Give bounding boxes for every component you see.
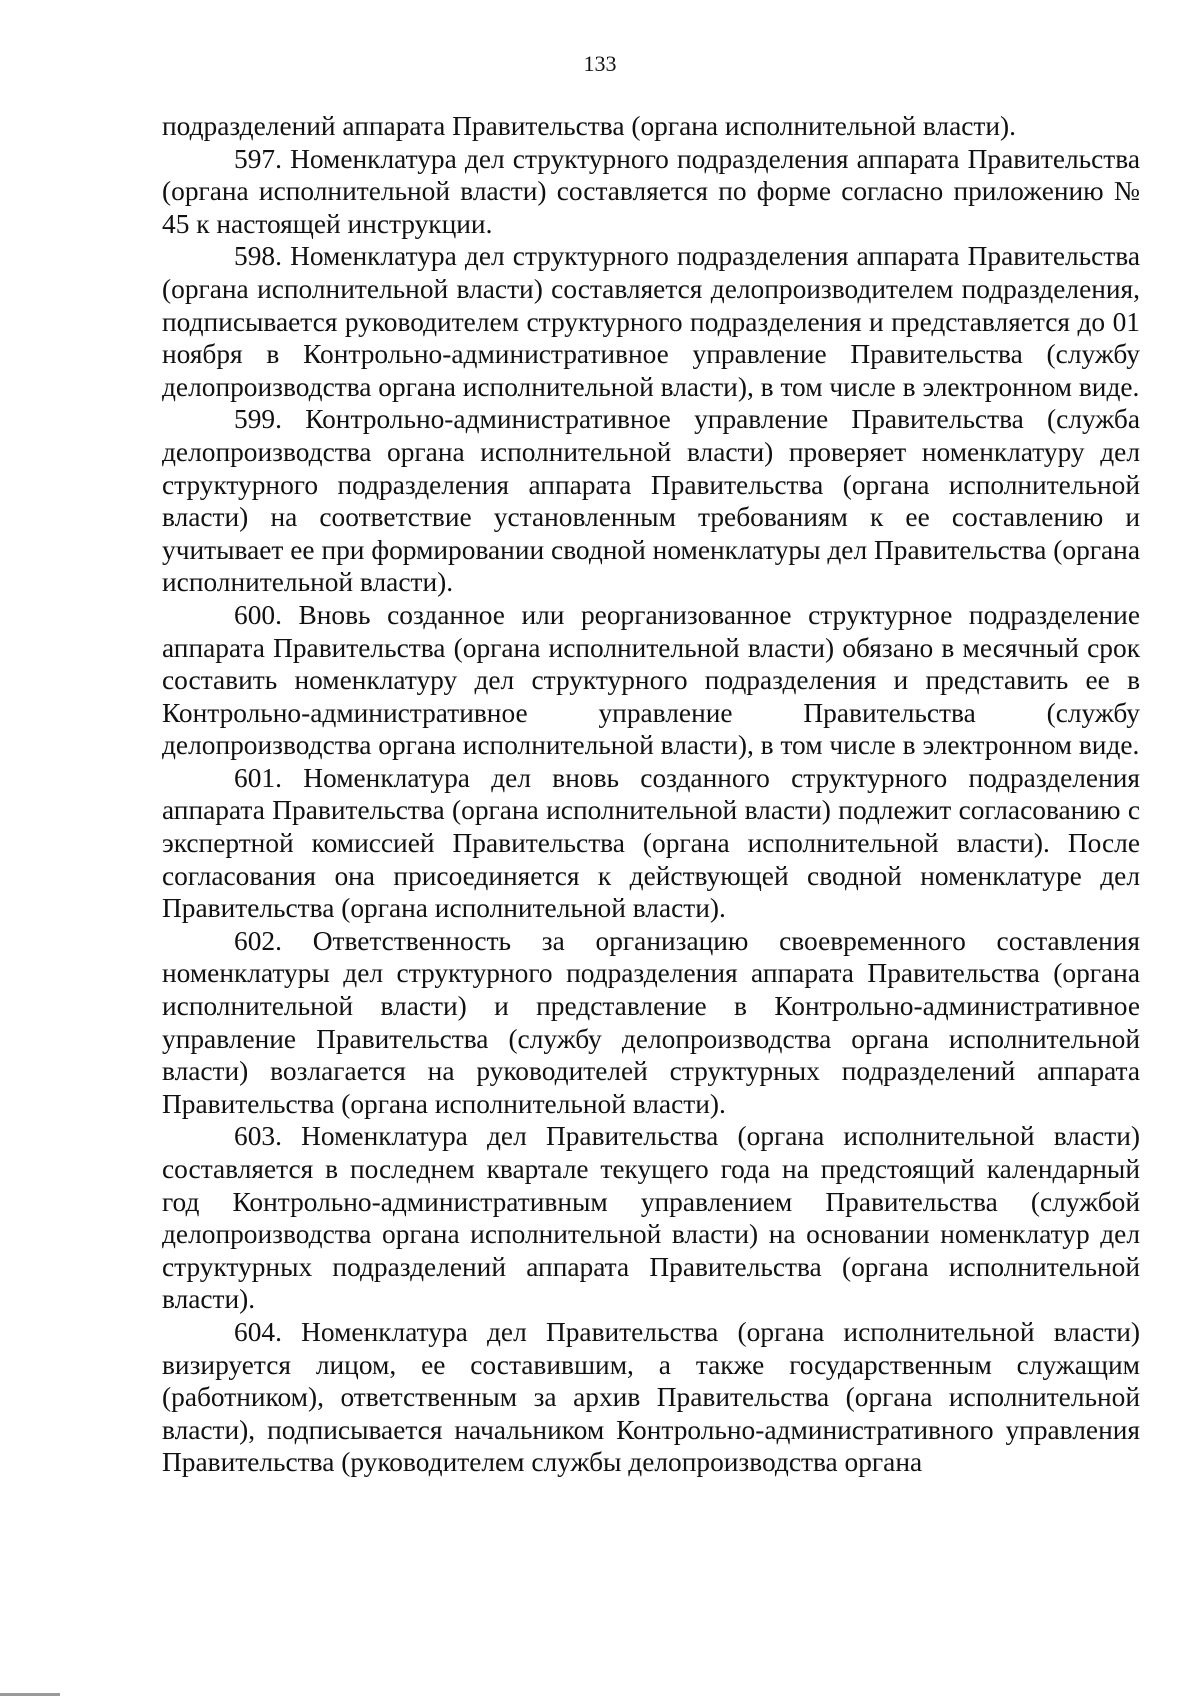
paragraph-596-continuation: подразделений аппарата Правительства (органа исполнительной власти). — [162, 111, 1017, 141]
scan-edge-mark — [0, 1693, 60, 1696]
document-body — [162, 110, 1140, 1479]
page-number: 133 — [583, 51, 617, 76]
paragraph-597: 597. Номенклатура дел структурного подразделения аппарата Правительства (органа исполнительной власти) составляется по форме согласно приложению № 45 к настоящей инструкции. — [162, 143, 1140, 239]
paragraph-598: 598. Номенклатура дел структурного подразделения аппарата Правительства (органа исполнительной власти) составляется делопроизводителем подразделения, подписывается руководителем структурного подразделения и представляется до 01 ноября в Контрольно-административное управление Правительства (службу делопроизводства органа исполнительной власти), в том числе в электронном виде. — [162, 241, 1140, 402]
paragraph-602: 602. Ответственность за организацию своевременного составления номенклатуры дел структурного подразделения аппарата Правительства (органа исполнительной власти) и представление в Контрольно-административное управление Правительства (службу делопроизводства органа исполнительной власти) возлагается на руководителей структурных подразделений аппарата Правительства (органа исполнительной власти). — [162, 925, 1140, 1119]
paragraph-601: 601. Номенклатура дел вновь созданного структурного подразделения аппарата Правительства (органа исполнительной власти) подлежит согласованию с экспертной комиссией Правительства (органа исполнительной власти). После согласования она присоединяется к действующей сводной номенклатуре дел Правительства (органа исполнительной власти). — [162, 762, 1140, 924]
paragraph-603: 603. Номенклатура дел Правительства (органа исполнительной власти) составляется в последнем квартале текущего года на предстоящий календарный год Контрольно-административным управлением Правительства (службой делопроизводства органа исполнительной власти) на основании номенклатур дел структурных подразделений аппарата Правительства (органа исполнительной власти). — [162, 1121, 1140, 1315]
paragraph-599: 599. Контрольно-административное управление Правительства (служба делопроизводства органа исполнительной власти) проверяет номенклатуру дел структурного подразделения аппарата Правительства (органа исполнительной власти) на соответствие установленным требованиям к ее составлению и учитывает ее при формировании сводной номенклатуры дел Правительства (органа исполнительной власти). — [162, 404, 1140, 598]
paragraph-600: 600. Вновь созданное или реорганизованное структурное подразделение аппарата Правительства (органа исполнительной власти) обязано в месячный срок составить номенклатуру дел структурного подразделения и представить ее в Контрольно-административное управление Правительства (службу делопроизводства органа исполнительной власти), в том числе в электронном виде. — [162, 599, 1140, 761]
paragraph-604: 604. Номенклатура дел Правительства (органа исполнительной власти) визируется лицом, ее составившим, а также государственным служащим (работником), ответственным за архив Правительства (органа исполнительной власти), подписывается начальником Контрольно-административного управления Правительства (руководителем службы делопроизводства органа — [162, 1316, 1140, 1478]
